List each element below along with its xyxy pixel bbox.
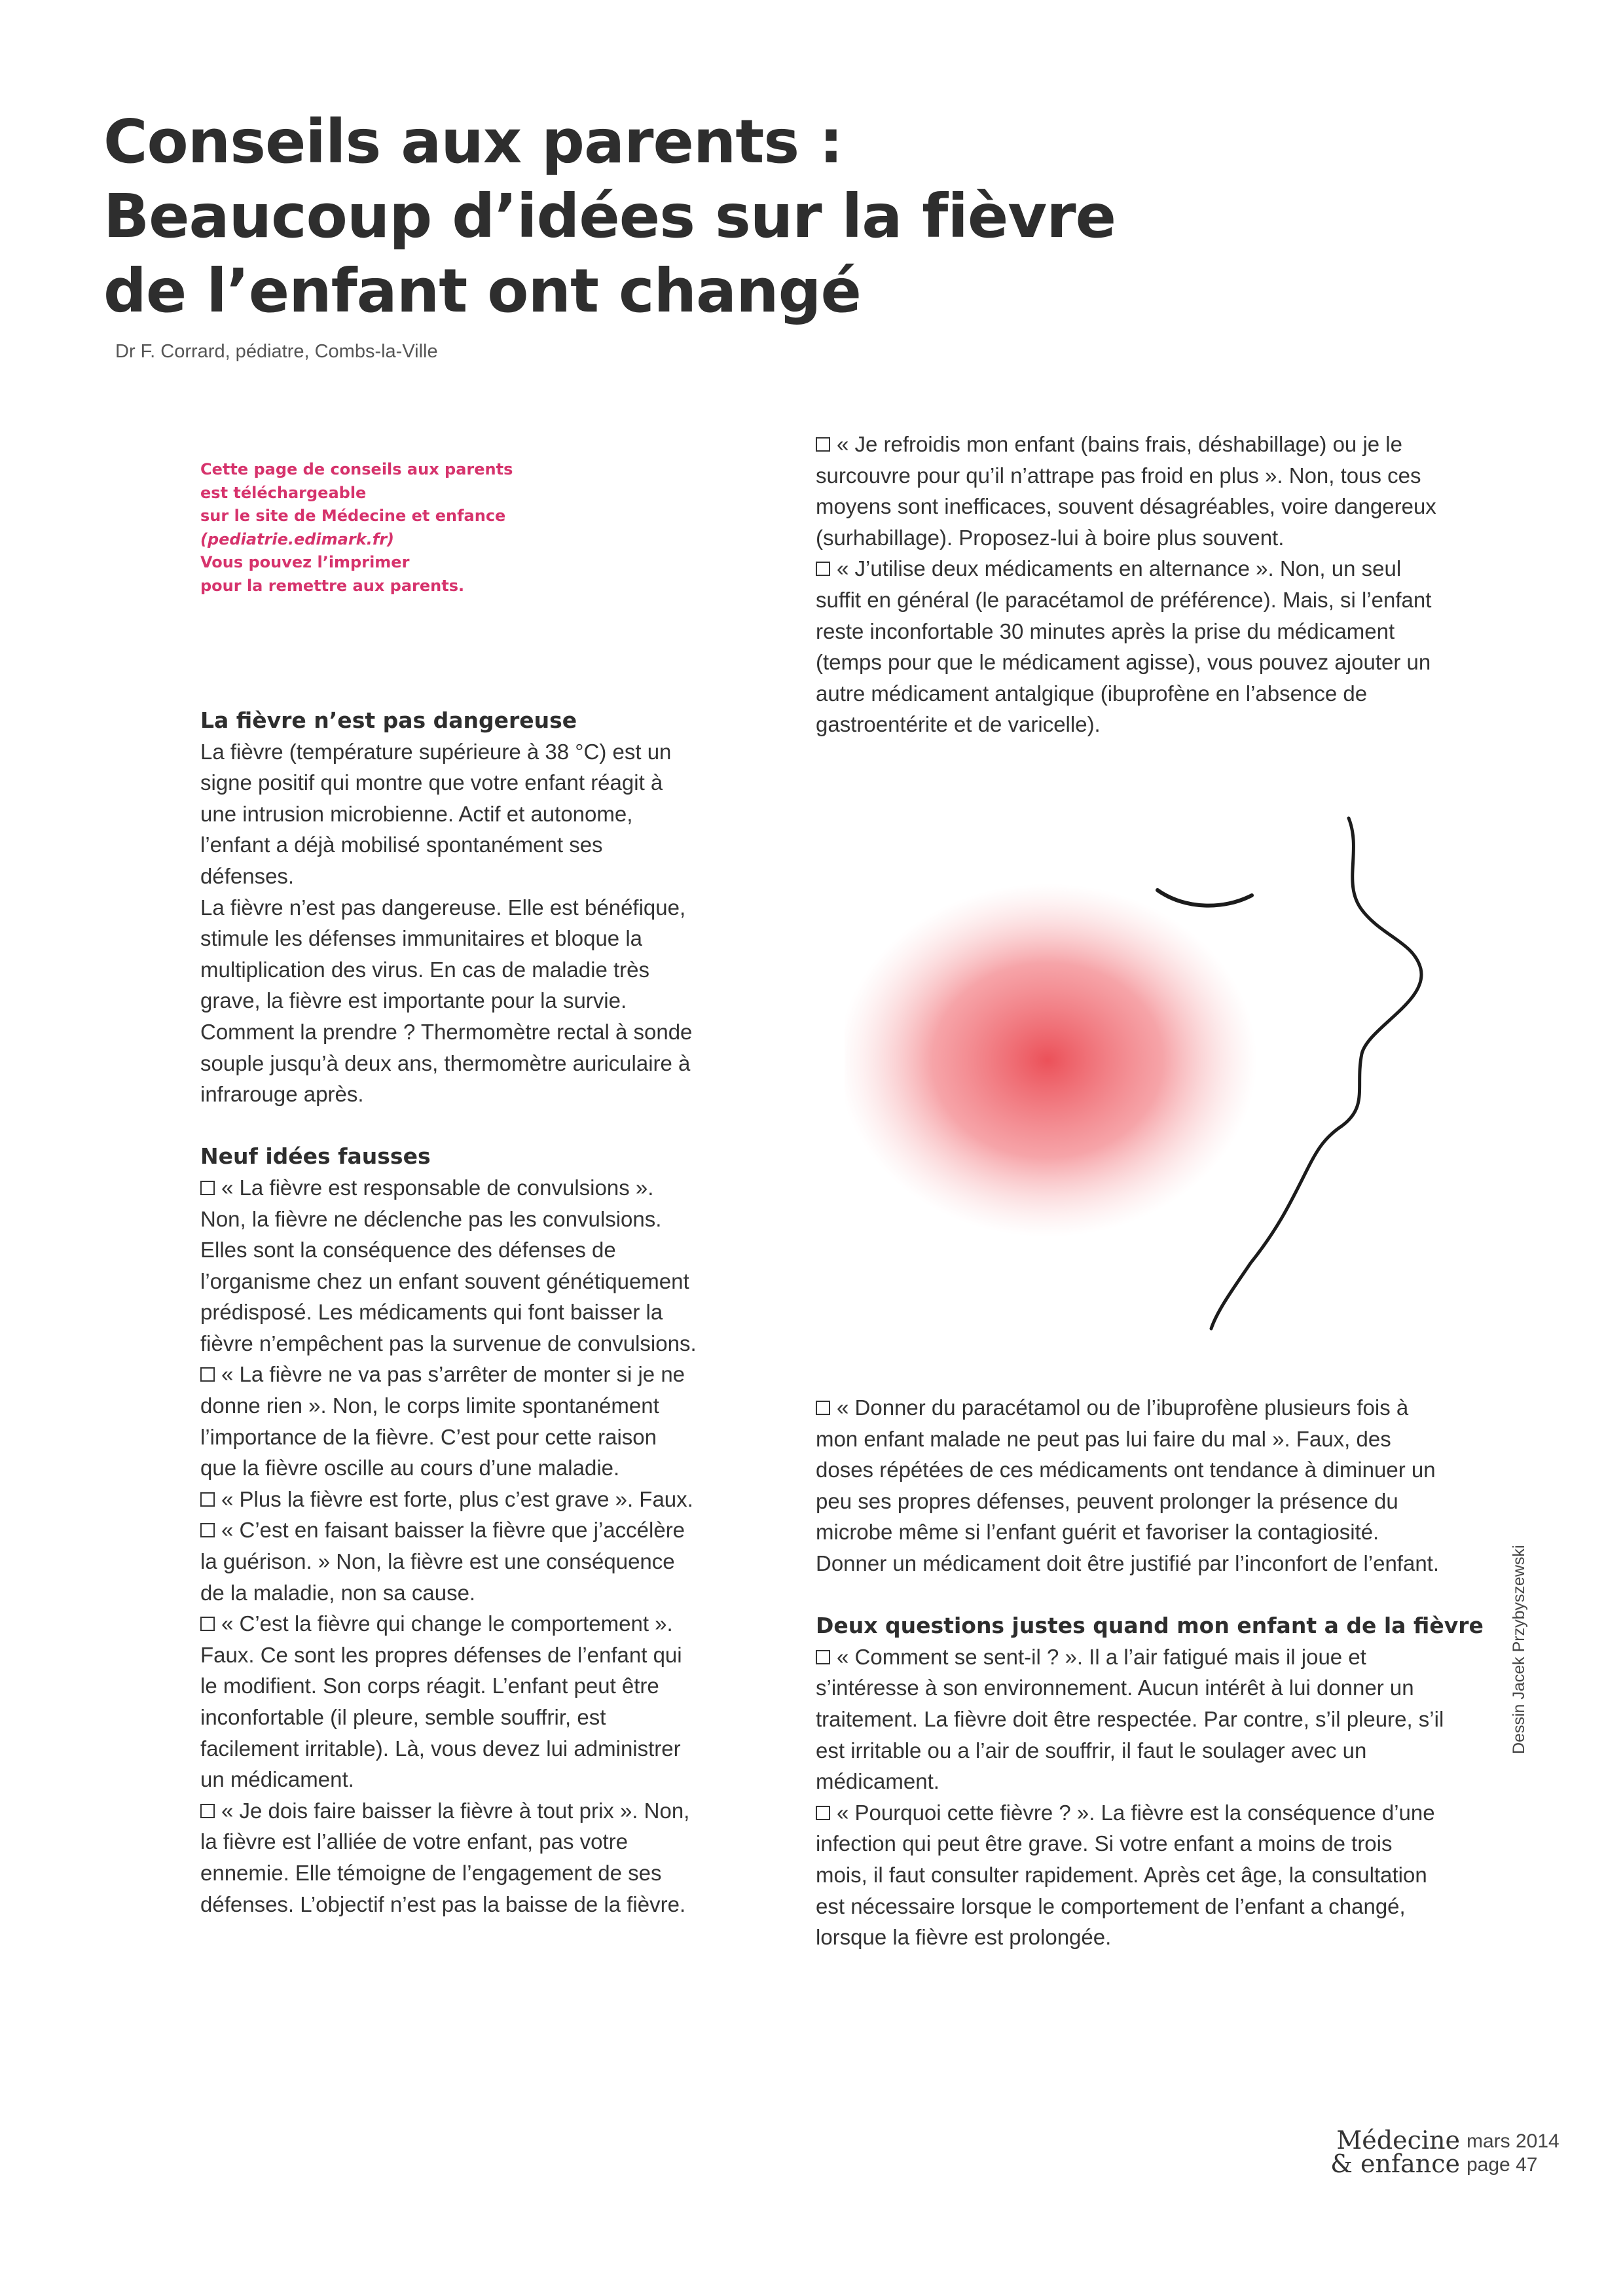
right-column-bottom (816, 1392, 1484, 1953)
page-number: page 47 (1467, 2154, 1538, 2176)
list-item-text: « C’est en faisant baisser la fièvre que j’accélère la guérison. » Non, la fièvre est une conséquence de la maladie, non sa cause. (200, 1518, 685, 1605)
list-item (816, 1392, 1444, 1579)
download-note-line: est téléchargeable (200, 483, 367, 502)
checkbox-icon (816, 1650, 830, 1664)
download-note-line: Cette page de conseils aux parents (200, 460, 513, 478)
checkbox-icon (816, 1401, 830, 1415)
checkbox-icon (200, 1617, 215, 1631)
list-item (816, 553, 1444, 740)
eye-line (1158, 890, 1252, 906)
list-item-text: « La fièvre est responsable de convulsions ». Non, la fièvre ne déclenche pas les convulsions. Elles sont la conséquence des défenses de l’organisme chez un enfant souvent génétiquement prédisposé. Les médicaments qui font baisser la fièvre n’empêchent pas la survenue de convulsions. (200, 1175, 697, 1355)
checkbox-icon (200, 1523, 215, 1537)
list-item-text: « C’est la fièvre qui change le comportement ». Faux. Ce sont les propres défenses de l’enfant qui le modifient. Son corps réagit. L’enfant peut être inconfortable (il pleure, semble souffrir, est facilement irritable). Là, vous devez lui administrer un médicament. (200, 1611, 682, 1792)
list-item (200, 1795, 698, 1920)
list-item-text: « Comment se sent-il ? ». Il a l’air fatigué mais il joue et s’intéresse à son environnement. Aucun intérêt à lui donner un traitement. La fièvre doit être respectée. Par contre, s’il pleure, s’il est irritable ou a l’air de souffrir, il faut le soulager avec un médicament. (816, 1644, 1444, 1794)
issue-info (1467, 2130, 1559, 2177)
journal-logo-line: Médecine (1336, 2126, 1460, 2155)
download-note-line: sur le site de Médecine et enfance (200, 507, 506, 525)
cheek-blush (845, 884, 1257, 1237)
list-item-text: « J’utilise deux médicaments en alternance ». Non, un seul suffit en général (le paracétamol de préférence). Mais, si l’enfant reste inconfortable 30 minutes après la prise du médicament (temps pour que le médicament agisse), vous pouvez ajouter un autre médicament antalgique (ibuprofène en l’absence de gastroentérite et de varicelle). (816, 556, 1432, 737)
list-item (200, 1608, 698, 1795)
download-link[interactable]: (pediatrie.edimark.fr) (200, 529, 395, 548)
illustration-credit: Dessin Jacek Przybyszewski (1510, 1545, 1528, 1754)
title-line: Conseils aux parents : (103, 107, 843, 177)
list-item-text: « Donner du paracétamol ou de l’ibuprofène plusieurs fois à mon enfant malade ne peut pas lui faire du mal ». Faux, des doses répétées de ces médicaments ont tendance à diminuer un peu ses propres défenses, peuvent prolonger la présence du microbe même si l’enfant guérit et favoriser la contagiosité. Donner un médicament doit être justifié par l’inconfort de l’enfant. (816, 1395, 1440, 1575)
list-item (200, 1484, 698, 1515)
section-heading-fever-not-dangerous: La fièvre n’est pas dangereuse (200, 708, 577, 733)
checkbox-icon (200, 1804, 215, 1818)
paragraph: Comment la prendre ? Thermomètre rectal à sonde souple jusqu’à deux ans, thermomètre auriculaire à infrarouge après. (200, 1019, 693, 1107)
paragraph: La fièvre (température supérieure à 38 °C) est un signe positif qui montre que votre enfant réagit à une intrusion microbienne. Actif et autonome, l’enfant a déjà mobilisé spontanément ses défenses. (200, 739, 672, 888)
title-line: de l’enfant ont changé (103, 256, 861, 326)
section-heading-two-questions: Deux questions justes quand mon enfant a de la fièvre (816, 1613, 1484, 1639)
download-note-line: Vous pouvez l’imprimer (200, 553, 410, 571)
spacer (816, 1579, 1444, 1611)
spacer (200, 1110, 698, 1141)
journal-logo-line: & enfance (1330, 2149, 1460, 2178)
child-face-illustration (845, 812, 1467, 1401)
right-column-top (816, 429, 1444, 740)
list-item (200, 1172, 698, 1359)
section-heading-false-ideas: Neuf idées fausses (200, 1143, 431, 1170)
issue-date: mars 2014 (1467, 2130, 1559, 2152)
list-item-text: « Je dois faire baisser la fièvre à tout prix ». Non, la fièvre est l’alliée de votre enfant, pas votre ennemie. Elle témoigne de l’engagement de ses défenses. L’objectif n’est pas la baisse de la fièvre. (200, 1798, 690, 1916)
download-note (200, 458, 567, 598)
left-column (200, 705, 698, 1920)
article-title (103, 105, 1116, 329)
author-byline: Dr F. Corrard, pédiatre, Combs-la-Ville (115, 341, 438, 362)
title-line: Beaucoup d’idées sur la fièvre (103, 181, 1116, 251)
download-note-line: pour la remettre aux parents. (200, 576, 465, 595)
checkbox-icon (816, 437, 830, 452)
checkbox-icon (816, 1806, 830, 1820)
checkbox-icon (816, 562, 830, 576)
paragraph: La fièvre n’est pas dangereuse. Elle est bénéfique, stimule les défenses immunitaires et bloque la multiplication des virus. En cas de maladie très grave, la fièvre est importante pour la survie. (200, 895, 686, 1013)
list-item (816, 1797, 1444, 1953)
checkbox-icon (200, 1492, 215, 1507)
list-item-text: « La fièvre ne va pas s’arrêter de monter si je ne donne rien ». Non, le corps limite spontanément l’importance de la fièvre. C’est pour cette raison que la fièvre oscille au cours d’une maladie. (200, 1362, 685, 1480)
list-item (816, 429, 1444, 553)
list-item-text: « Je refroidis mon enfant (bains frais, déshabillage) ou je le surcouvre pour qu’il n’attrape pas froid en plus ». Non, tous ces moyens sont inefficaces, souvent désagréables, voire dangereux (surhabillage). Proposez-lui à boire plus souvent. (816, 432, 1436, 550)
list-item-text: « Pourquoi cette fièvre ? ». La fièvre est la conséquence d’une infection qui peut être grave. Si votre enfant a moins de trois mois, il faut consulter rapidement. Après cet âge, la consultation est nécessaire lorsque le comportement de l’enfant a changé, lorsque la fièvre est prolongée. (816, 1800, 1435, 1950)
list-item-text: « Plus la fièvre est forte, plus c’est grave ». Faux. (221, 1486, 693, 1511)
list-item (200, 1359, 698, 1483)
checkbox-icon (200, 1181, 215, 1195)
checkbox-icon (200, 1367, 215, 1382)
list-item (816, 1641, 1444, 1797)
list-item (200, 1515, 698, 1608)
journal-logo (1303, 2128, 1460, 2176)
